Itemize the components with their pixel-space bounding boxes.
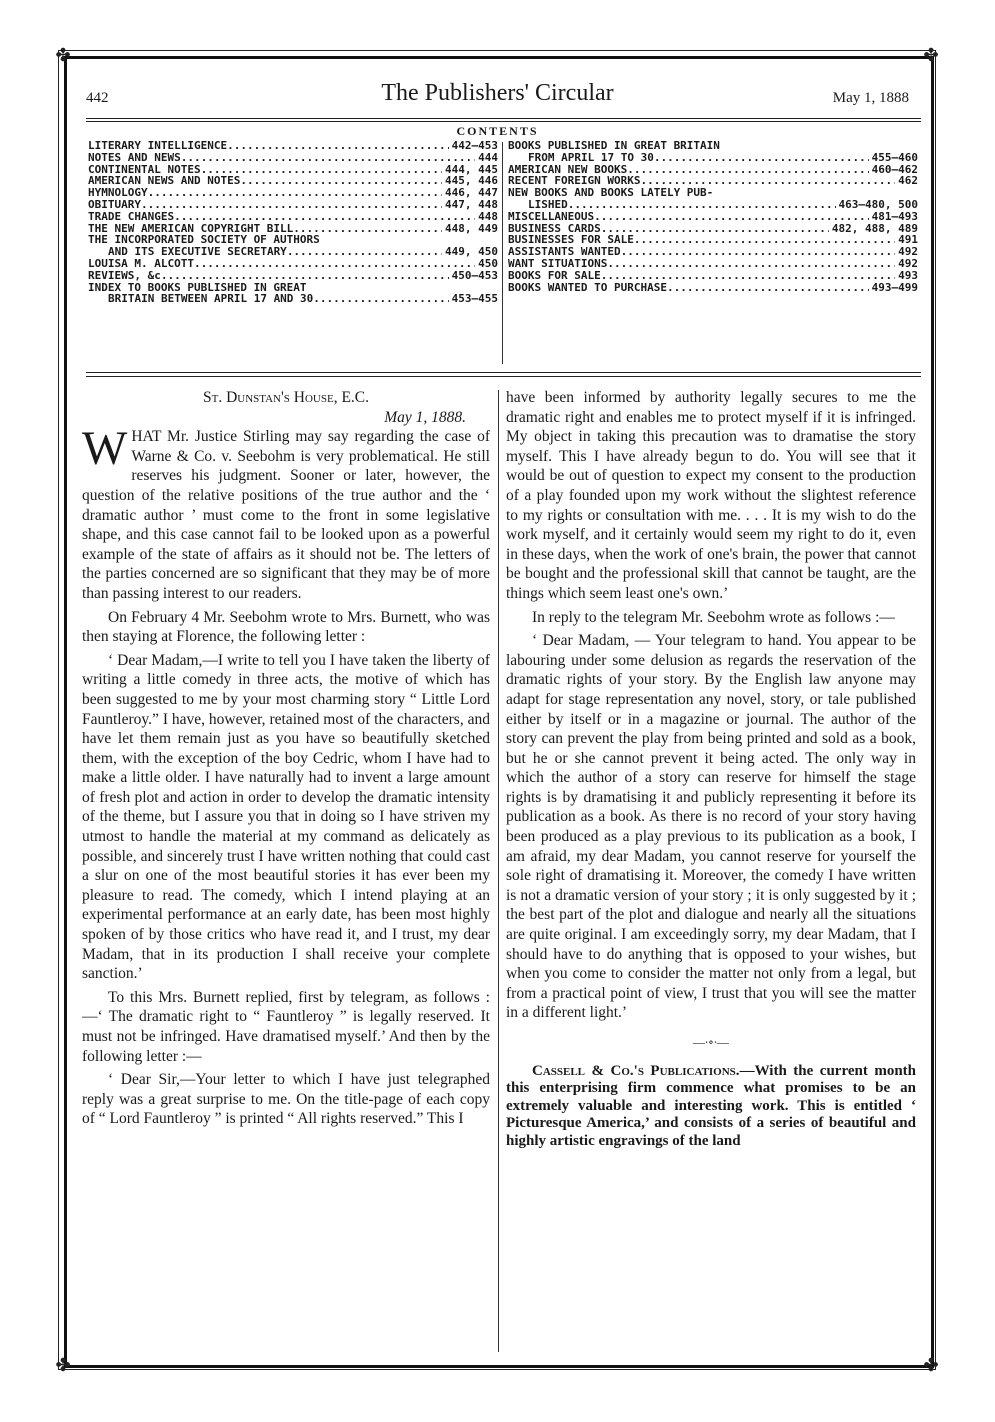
contents-entry-label: WANT SITUATIONS	[508, 256, 608, 270]
contents-entry-label: MISCELLANEOUS	[508, 209, 595, 223]
contents-entry-pages: 448, 449	[445, 221, 498, 235]
leader-dots	[654, 152, 869, 164]
contents-entry	[508, 282, 918, 294]
contents-entry-label: HYMNOLOGY	[88, 186, 148, 200]
contents-entry-label: LISHED	[528, 197, 568, 211]
paragraph-text: HAT Mr. Justice Stirling may say regarding the case of Warne & Co. v. Seebohm is very problematical. He still reserves his judgment. Sooner or later, however, the question of the relative positions of the true author and the ‘ dramatic author ’ must come to the front in some legislative shape, and this case cannot fail to be looked upon as a powerful example of the state of affairs as it should not be. The letters of the parties concerned are so significant that they may be of more than passing interest to our readers.	[82, 428, 490, 602]
cassell-heading: Cassell & Co.'s Publications.	[532, 1062, 740, 1079]
article-paragraph	[82, 651, 490, 984]
contents-entry-label: BOOKS WANTED TO PURCHASE	[508, 280, 667, 294]
contents-entry-label: THE NEW AMERICAN COPYRIGHT BILL....	[88, 221, 320, 235]
cassell-text: —With the current month this enterprising firm commence what promises to be an extremely valuable and interesting work. This is entitled ‘ Picturesque America,’ and consists of a series of beautiful and highly artistic engravings of the land	[506, 1062, 916, 1149]
contents-entry-label: FROM APRIL 17 TO 30	[528, 150, 654, 164]
contents-left-column	[88, 140, 498, 305]
paragraph-text: ‘ Dear Madam, — Your telegram to hand. You appear to be labouring under some delusion as regards the reservation of the dramatic rights of your story. By the English law anyone may adapt for stage representation any novel, story, or tale published either by itself or in a magazine or journal. The author of the story can prevent the play from being printed and sold as a book, but he or she cannot prevent it being acted. The only way in which the author of a story can reserve for himself the stage rights is by dramatising it and publicly representing it before its publication as a book. As there is no record of your story having been produced as a play previous to its publication as a book, I am afraid, my dear Madam, you cannot reserve for yourself the sole right of dramatising it. Moreover, the comedy I have written is not a dramatic version of your story ; it is only suggested by it ; the best part of the plot and dialogue and nearly all the situations are quite original. I am exceedingly sorry, my dear Madam, that I should have to do anything that is opposed to your wishes, but when you come to consider the matter not only from a legal, but from a practical point of view, I trust that you will see the matter in a different light.’	[506, 632, 916, 1022]
contents-entry	[88, 152, 498, 164]
contents-entry-pages: 453—455	[451, 292, 498, 306]
contents-entry-label: BOOKS FOR SALE	[508, 268, 601, 282]
cassell-paragraph	[506, 1063, 916, 1151]
contents-entry-label: THE INCORPORATED SOCIETY OF AUTHORS	[88, 233, 320, 247]
leader-dots	[320, 223, 442, 235]
leader-dots	[594, 211, 869, 223]
corner-ornament-icon: ✤	[55, 1355, 71, 1375]
leader-dots	[634, 234, 895, 246]
leader-dots	[601, 223, 829, 235]
contents-entry-label: INDEX TO BOOKS PUBLISHED IN GREAT	[88, 280, 307, 294]
contents-entry-pages: 460—462	[871, 162, 918, 176]
article-paragraph	[82, 608, 490, 647]
contents-entry	[88, 293, 498, 305]
contents-entry-pages: 493—499	[871, 280, 918, 294]
contents-entry	[88, 187, 498, 199]
contents-entry-pages: 449, 450	[445, 245, 498, 259]
paragraph-text: have been informed by authority legally secures to me the dramatic right and enables me to protect myself if it is infringed. My object in taking this precaution was to dramatise the story myself. This I have already begun to do. You will see that it would be out of question to expect my consent to the production of a play founded upon my work without the slightest reference to my rights or consultation with me. . . . It is my wish to do the work myself, and it certainly would seem my right to do it, even in these days, when the work of one's brain, the power that cannot be bought and the professional skill that cannot be taught, are the things which seem least one's own.’	[506, 389, 916, 602]
contents-heading: CONTENTS	[456, 124, 539, 138]
contents-entry	[88, 258, 498, 270]
contents-entry-label: BRITAIN BETWEEN APRIL 17 AND 30....	[108, 292, 340, 306]
paragraph-text: ‘ Dear Madam,—I write to tell you I have taken the liberty of writing a little comedy in three acts, the motive of which has been suggested to me by your most charming story “ Little Lord Fauntleroy.” I have, however, retained most of the characters, and have let them remain just as you have so beautifully sketched them, with the exception of the boy Cedric, whom I have had to make a little older. I have naturally had to invent a large amount of fresh plot and action in order to develop the dramatic intensity of the theme, but I assure you that in doing so I have striven my utmost to handle the material at my command as delicately as possible, and sincerely trust I have written nothing that could cast a slur on one of the most beautiful stories it has ever been my pleasure to read. The comedy, which I intend playing at an experimental performance at an early date, has been most highly spoken of by those critics who have read it, and I trust, my dear Madam, that in its production I shall receive your complete sanction.’	[82, 651, 490, 983]
contents-entry-pages: 455—460	[871, 150, 918, 164]
contents-entry	[508, 258, 918, 270]
article-paragraph	[82, 1070, 490, 1129]
article-body-right	[506, 388, 916, 1023]
article-paragraph	[506, 388, 916, 604]
contents-entry-pages: 493	[898, 268, 918, 282]
contents-entry-label: AND ITS EXECUTIVE SECRETARY	[108, 245, 287, 259]
contents-entry-pages: 481—493	[871, 209, 918, 223]
contents-entry-pages: 444	[478, 150, 498, 164]
leader-dots	[141, 199, 442, 211]
article-place: St. Dunstan's House, E.C.	[202, 389, 370, 406]
contents-divider	[502, 142, 503, 364]
contents-entry-pages: 463—480, 500	[838, 197, 918, 211]
contents-entry-label: LITERARY INTELLIGENCE	[88, 139, 228, 152]
leader-dots	[287, 246, 442, 258]
paragraph-text: On February 4 Mr. Seebohm wrote to Mrs. Burnett, who was then staying at Florence, the following letter :	[82, 608, 490, 646]
leader-dots	[627, 164, 868, 176]
contents-entry-label: BUSINESSES FOR SALE	[508, 233, 634, 247]
leader-dots	[194, 258, 475, 270]
contents-entry-label: LOUISA M. ALCOTT	[88, 256, 194, 270]
contents-entry-pages: 448	[478, 209, 498, 223]
contents-entry-pages: 482, 488, 489	[831, 221, 918, 235]
article-left-column	[82, 388, 490, 1129]
article-paragraph	[82, 988, 490, 1066]
contents-rule	[86, 376, 921, 377]
contents-entry	[88, 199, 498, 211]
paragraph-text: To this Mrs. Burnett replied, first by telegram, as follows :—‘ The dramatic right to “ Fauntleroy ” is legally reserved. It must not be infringed. Have dramatised myself.’ And then by the following letter :—	[82, 988, 490, 1065]
article-right-column	[506, 388, 916, 1150]
contents-entry	[88, 211, 498, 223]
leader-dots	[667, 282, 869, 294]
contents-rule	[86, 372, 921, 373]
paragraph-text: In reply to the telegram Mr. Seebohm wrote as follows :—	[532, 608, 895, 626]
contents-entry-label: NEW BOOKS AND BOOKS LATELY PUB-	[508, 186, 714, 200]
header-rule	[86, 118, 921, 119]
contents-entry-pages: 447, 448	[445, 197, 498, 211]
contents-entry-pages: 492	[898, 256, 918, 270]
leader-dots	[227, 140, 449, 152]
header-rule	[86, 121, 921, 122]
article-dateline: May 1, 1888.	[384, 408, 466, 426]
contents-entry-pages: 450—453	[451, 268, 498, 282]
contents-entry	[508, 152, 918, 164]
contents-entry-pages: 444, 445	[445, 162, 498, 176]
drop-cap: W	[82, 422, 128, 476]
contents-entry-pages: 462	[898, 174, 918, 188]
leader-dots	[167, 270, 448, 282]
section-ornament: —∙∘∙—	[693, 1035, 729, 1049]
article-paragraph	[82, 422, 490, 603]
contents-right-column	[508, 140, 918, 293]
corner-ornament-icon: ✤	[923, 1355, 939, 1375]
contents-entry-label: RECENT FOREIGN WORKS	[508, 174, 641, 188]
leader-dots	[340, 293, 449, 305]
page-number: 442	[86, 90, 109, 106]
contents-entry-pages: 445, 446	[445, 174, 498, 188]
contents-entry-label: BUSINESS CARDS	[508, 221, 601, 235]
leader-dots	[568, 199, 836, 211]
contents-entry-label: TRADE CHANGES	[88, 209, 175, 223]
paragraph-text: ‘ Dear Sir,—Your letter to which I have just telegraphed reply was a great surprise to me. On the title-page of each copy of “ Lord Fauntleroy ” is printed “ All rights reserved.” This I	[82, 1071, 490, 1128]
article-paragraph	[506, 608, 916, 628]
contents-entry	[508, 270, 918, 282]
contents-entry	[508, 211, 918, 223]
leader-dots	[181, 152, 475, 164]
leader-dots	[240, 175, 442, 187]
corner-ornament-icon: ✤	[923, 45, 939, 65]
contents-entry-label: AMERICAN NEWS AND NOTES	[88, 174, 241, 188]
contents-entry-label: OBITUARY	[88, 197, 141, 211]
contents-entry	[88, 270, 498, 282]
contents-entry-label: REVIEWS, &c.	[88, 268, 168, 282]
leader-dots	[621, 246, 896, 258]
running-header	[86, 80, 909, 114]
contents-entry-label: CONTINENTAL NOTES	[88, 162, 201, 176]
contents-entry-pages: 446, 447	[445, 186, 498, 200]
corner-ornament-icon: ✤	[55, 45, 71, 65]
issue-date: May 1, 1888	[832, 90, 909, 106]
contents-entry-label: ASSISTANTS WANTED	[508, 245, 621, 259]
leader-dots	[174, 211, 475, 223]
contents-entry-label: AMERICAN NEW BOOKS	[508, 162, 628, 176]
contents-entry-pages: 442—453	[451, 139, 498, 152]
page-title: The Publishers' Circular	[381, 80, 614, 106]
article-paragraph	[506, 631, 916, 1023]
contents-entry-label: BOOKS PUBLISHED IN GREAT BRITAIN	[508, 139, 720, 152]
leader-dots	[601, 270, 895, 282]
leader-dots	[148, 187, 442, 199]
contents-entry-label: NOTES AND NEWS	[88, 150, 181, 164]
contents-entry	[508, 199, 918, 211]
leader-dots	[607, 258, 895, 270]
column-divider	[498, 390, 499, 1352]
contents-entry-pages: 450	[478, 256, 498, 270]
contents-entry	[88, 175, 498, 187]
article-body-left	[82, 422, 490, 1129]
contents-entry-pages: 491	[898, 233, 918, 247]
contents-entry-pages: 492	[898, 245, 918, 259]
